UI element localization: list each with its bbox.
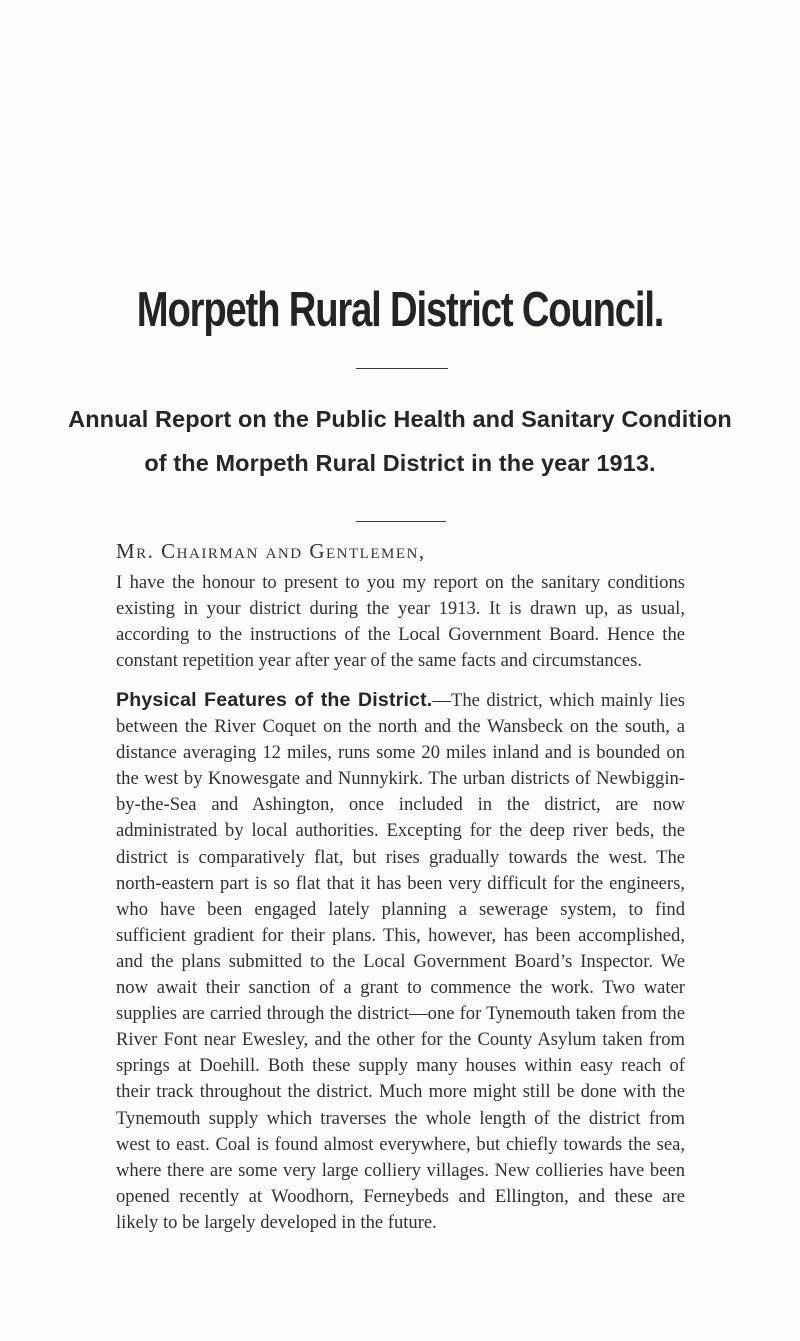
title-divider — [356, 368, 448, 369]
physical-features-paragraph — [116, 687, 685, 1236]
section-heading: Physical Features of the District. — [116, 689, 433, 711]
page-title: Morpeth Rural District Council. — [136, 283, 664, 337]
intro-paragraph: I have the honour to present to you my report on the sanitary conditions existing in your district during the year 1913. It is drawn up, as usual, according to the instructions of the Local Government Board. Hence the constant repetition year after year of the same facts and circumstances. — [116, 572, 685, 672]
physical-features-text: —The district, which mainly lies between the River Coquet on the north and the Wansbeck on the south, a distance averaging 12 miles, runs some 20 miles inland and is bounded on the west by Knowesgate and Nunnykirk. The urban districts of Newbiggin-by-the-Sea and Ashington, once included in the district, are now administrated by local authorities. Excepting for the deep river beds, the district is comparatively flat, but rises gradually towards the west. The north-eastern part is so flat that it has been very difficult for the engineers, who have been engaged lately planning a sewerage system, to find sufficient gradient for their plans. This, however, has been accomplished, and the plans submitted to the Local Government Board’s Inspector. We now await their sanction of a grant to commence the work. Two water supplies are carried through the district—one for Tynemouth taken from the River Font near Ewesley, and the other for the County Asylum taken from springs at Doehill. Both these supply many houses within easy reach of their track throughout the district. Much more might still be done with the Tynemouth supply which traverses the whole length of the district from west to east. Coal is found almost everywhere, but chiefly towards the sea, where there are some very large colliery villages. New collieries have been opened recently at Woodhorn, Ferneybeds and Ellington, and these are likely to be largely developed in the future. — [116, 690, 685, 1233]
report-subtitle-line-2: of the Morpeth Rural District in the year 1913. — [144, 450, 656, 476]
report-subtitle-line-1: Annual Report on the Public Health and Sanitary Condition — [68, 406, 732, 432]
salutation: Mr. Chairman and Gentlemen, — [116, 539, 426, 563]
subtitle-divider — [356, 521, 446, 522]
